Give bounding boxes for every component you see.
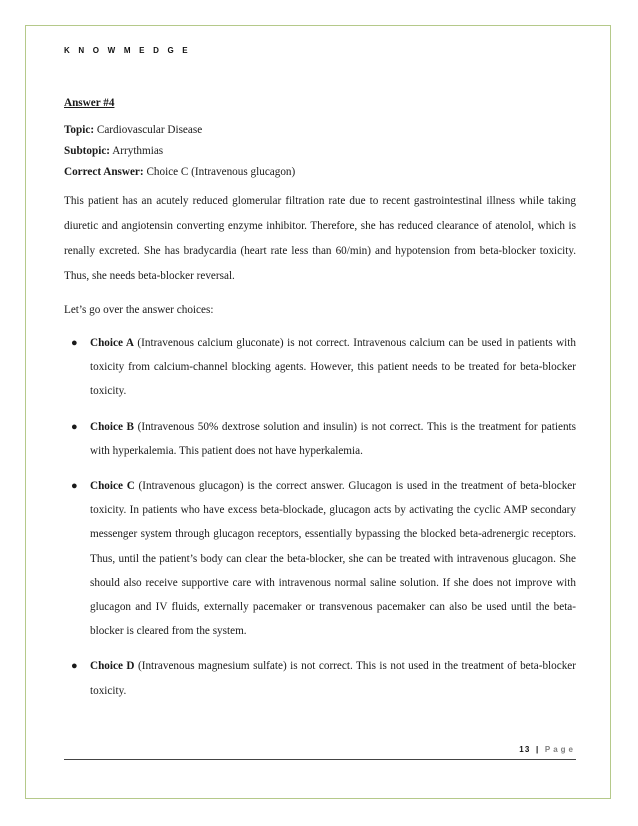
page-number: 13: [519, 745, 531, 754]
subtopic-label: Subtopic:: [64, 145, 111, 157]
bullet-icon: ●: [71, 480, 78, 493]
header-brand: K N O W M E D G E: [64, 46, 191, 55]
choice-item-c: [64, 474, 576, 643]
choice-label: Choice D: [90, 660, 135, 673]
footer-divider: [64, 759, 576, 760]
answer-title: Answer #4: [64, 97, 115, 109]
footer-separator: |: [535, 745, 540, 754]
bullet-icon: ●: [71, 337, 78, 349]
choice-label: Choice B: [90, 420, 135, 433]
subtopic-value: Arrythmias: [110, 145, 164, 157]
choice-label: Choice C: [90, 480, 135, 493]
choice-text: (Intravenous magnesium sulfate) is not correct. This is not used in the treatment of beta-blocker toxicity.: [90, 660, 576, 697]
page-footer: [519, 745, 576, 754]
topic-value: Cardiovascular Disease: [94, 124, 203, 136]
choice-item-b: [64, 415, 576, 463]
correct-answer-label: Correct Answer:: [64, 166, 144, 178]
bullet-icon: ●: [71, 420, 78, 433]
choices-list: [64, 331, 576, 703]
topic-line: [64, 120, 576, 141]
subtopic-line: [64, 141, 576, 162]
choice-text: (Intravenous glucagon) is the correct answer. Glucagon is used in the treatment of beta-blocker toxicity. In patients who have excess beta-blockade, glucagon acts by activating the cyclic AMP secondary messenger system through glucagon receptors, essentially bypassing the blocked beta-adrenergic receptors. Thus, until the patient’s body can clear the beta-blocker, she can be treated with intravenous glucagon. She should also receive supportive care with intravenous normal saline solution. If she does not improve with glucagon and IV fluids, externally pacemaker or transvenous pacemaker can also be used until the beta-blocker is cleared from the system.: [90, 480, 576, 638]
choice-text: (Intravenous calcium gluconate) is not correct. Intravenous calcium can be used in patients with toxicity from calcium-channel blocking agents. However, this patient needs to be treated for beta-blocker toxicity.: [90, 337, 576, 398]
document-body: [64, 92, 576, 714]
choice-item-a: [64, 331, 576, 404]
choice-label: Choice A: [90, 337, 134, 349]
topic-label: Topic:: [64, 124, 95, 136]
correct-answer-line: [64, 162, 576, 183]
explanation-paragraph: This patient has an acutely reduced glomerular filtration rate due to recent gastrointestinal illness while taking diuretic and angiotensin converting enzyme inhibitor. Therefore, she has reduced clearance of atenolol, which is renally excreted. She has bradycardia (heart rate less than 60/min) and hypotension from beta-blocker toxicity. Thus, she needs beta-blocker reversal.: [64, 195, 576, 282]
page-word: Page: [544, 745, 576, 754]
choice-text: (Intravenous 50% dextrose solution and insulin) is not correct. This is the treatment for patients with hyperkalemia. This patient does not have hyperkalemia.: [90, 420, 576, 457]
correct-answer-value: Choice C (Intravenous glucagon): [143, 166, 296, 178]
choices-intro: Let’s go over the answer choices:: [64, 304, 214, 316]
choice-item-d: [64, 654, 576, 702]
bullet-icon: ●: [71, 660, 78, 673]
